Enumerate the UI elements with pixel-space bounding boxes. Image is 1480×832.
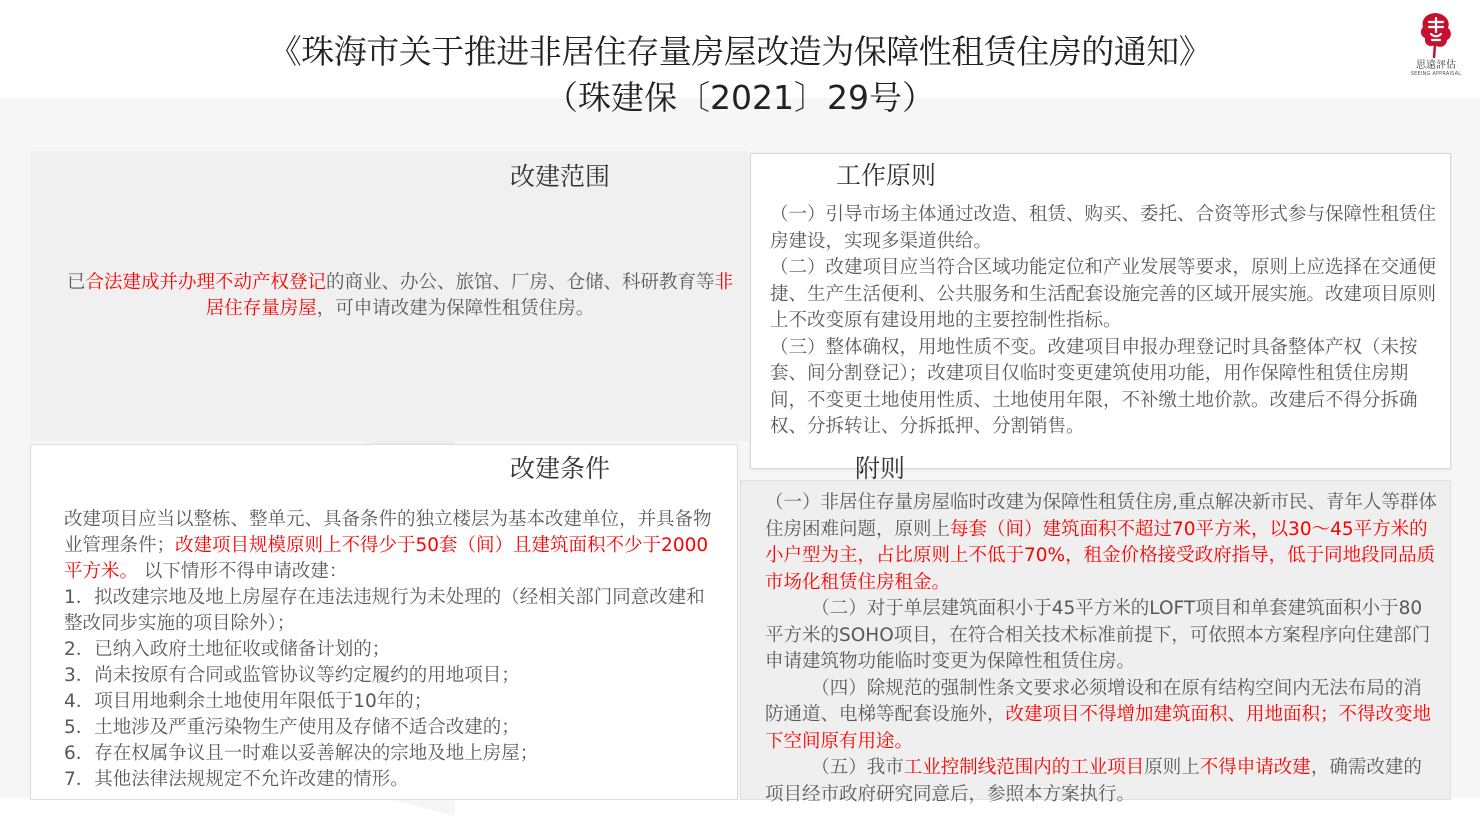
appendix-text-part: （一）非居住存量房屋临时改建为保障性租赁住房,重点解决新市民、青年人等群体住房困难问题，原则上 — [765, 492, 1437, 540]
title-line-1: 《珠海市关于推进非居住存量房屋改造为保障性租赁住房的通知》 — [268, 32, 1212, 71]
list-item: 1．拟改建宗地及地上房屋存在违法违规行为未处理的（经相关部门同意改建和整改同步实施的项目除外）； — [64, 587, 705, 634]
list-item: 3．尚未按原有合同或监管协议等约定履约的用地项目； — [64, 665, 520, 686]
condition-intro — [64, 507, 714, 585]
scope-text — [60, 270, 740, 322]
condition-heading: 改建条件 — [510, 454, 611, 483]
logo-text-en: SEEING APPRAISAL — [1410, 71, 1462, 77]
scope-text-part: 已 — [66, 272, 86, 293]
appendix-text-part: 原则上 — [1144, 757, 1200, 778]
list-item: 4．项目用地剩余土地使用年限低于10年的； — [64, 691, 433, 712]
scope-text-part: ，可申请改建为保障性租赁住房。 — [316, 298, 595, 319]
appendix-text-part: ，确需改建的项目经市政府研究同意后，参照本方案执行。 — [765, 757, 1422, 805]
appendix-highlight-no-increase: 改建项目不得增加建筑面积、用地面积；不得改变地下空间原有用途。 — [765, 704, 1432, 752]
scope-heading: 改建范围 — [510, 162, 611, 191]
appendix-text-part: （四）除规范的强制性条文要求必须增设和在原有结构空间内无法布局的消防通道、电梯等配套设施外， — [765, 677, 1422, 725]
scope-highlight-legal: 合法建成并办理不动产权登记 — [85, 272, 326, 293]
appendix-highlight-area: 每套（间）建筑面积不超过70平方米，以30～45平方米的小户型为主，占比原则上不低于70%，租金价格接受政府指导，低于同地段同品质市场化租赁住房租金。 — [765, 518, 1436, 593]
seal-logo-icon — [1416, 10, 1456, 60]
logo-text-cn: 思遠評估 — [1416, 60, 1456, 71]
condition-highlight-scale: 改建项目规模原则上不得少于50套（间）且建筑面积不少于2000平方米。 — [64, 535, 709, 582]
appendix-item-4 — [765, 676, 1437, 756]
brand-logo — [1406, 10, 1466, 90]
appendix-item-1 — [765, 490, 1437, 596]
list-item: 7．其他法律法规规定不允许改建的情形。 — [64, 769, 409, 790]
condition-intro-part: 以下情形不得申请改建： — [138, 561, 348, 582]
list-item: 6．存在权属争议且一时难以妥善解决的宗地及地上房屋； — [64, 743, 539, 764]
scope-text-part: 的商业、办公、旅馆、厂房、仓储、科研教育等 — [326, 272, 715, 293]
appendix-highlight-no-apply: 不得申请改建 — [1199, 757, 1311, 778]
appendix-item-5 — [765, 755, 1437, 808]
condition-intro-part: 改建项目应当以整栋、整单元、具备条件的独立楼层为基本改建单位，并具备物业管理条件； — [64, 509, 712, 556]
appendix-highlight-industrial: 工业控制线范围内的工业项目 — [903, 757, 1145, 778]
list-item: 5．土地涉及严重污染物生产使用及存储不适合改建的； — [64, 717, 520, 738]
principle-item-2: （二）改建项目应当符合区域功能定位和产业发展等要求，原则上应选择在交通便捷、生产生活便利、公共服务和生活配套设施完善的区域开展实施。改建项目原则上不改变原有建设用地的主要控制性指标。 — [770, 257, 1437, 331]
principle-text — [770, 202, 1442, 441]
principle-item-3: （三）整体确权，用地性质不变。改建项目申报办理登记时具备整体产权（未按套、间分割登记）；改建项目仅临时变更建筑使用功能，用作保障性租赁住房期间，不变更土地使用性质、土地使用年限，不补缴土地价款。改建后不得分拆确权、分拆转让、分拆抵押、分割销售。 — [770, 336, 1418, 437]
appendix-text-part: （五）我市 — [811, 757, 904, 778]
scope-highlight-nonresidential: 非居住存量房屋 — [205, 272, 734, 319]
principle-heading: 工作原则 — [836, 161, 937, 190]
appendix-item-2: （二）对于单层建筑面积小于45平方米的LOFT项目和单套建筑面积小于80平方米的SOHO项目，在符合相关技术标准前提下，可依照本方案程序向住建部门申请建筑物功能临时变更为保障性租赁住房。 — [765, 598, 1431, 672]
list-item: 2．已纳入政府土地征收或储备计划的； — [64, 639, 391, 660]
title-line-2: （珠建保〔2021〕29号） — [545, 78, 935, 117]
page-title — [0, 30, 1480, 120]
appendix-heading: 附则 — [855, 454, 906, 483]
condition-text — [64, 507, 714, 793]
principle-item-1: （一）引导市场主体通过改造、租赁、购买、委托、合资等形式参与保障性租赁住房建设，实现多渠道供给。 — [770, 204, 1437, 252]
condition-list — [64, 585, 714, 793]
appendix-text — [765, 490, 1437, 808]
